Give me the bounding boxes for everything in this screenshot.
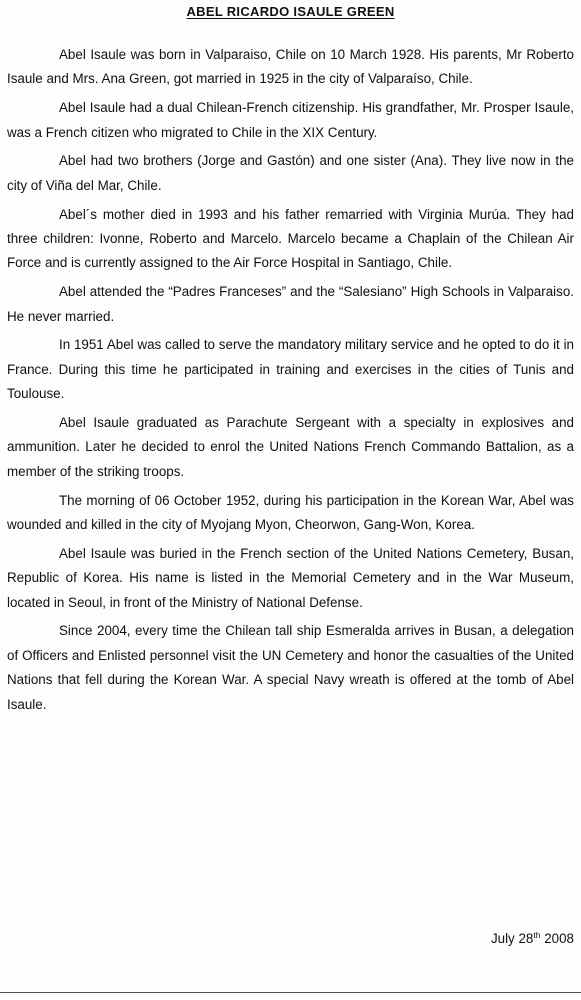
document-title — [0, 4, 581, 19]
date-month-day: July 28 — [490, 931, 534, 946]
paragraph-military-service: In 1951 Abel was called to serve the mandatory military service and he opted to do it in France. During this time he participated in training and exercises in the cities of Tunis and Toulouse. — [7, 337, 574, 402]
bottom-divider — [0, 992, 581, 993]
paragraph-burial: Abel Isaule was buried in the French section of the United Nations Cemetery, Busan, Republic of Korea. His name is listed in the Memorial Cemetery and in the War Museum, located in Seoul, in front of the Ministry of National Defense. — [7, 545, 574, 610]
paragraph-tribute: Since 2004, every time the Chilean tall ship Esmeralda arrives in Busan, a delegation of Officers and Enlisted personnel visit the UN Cemetery and honor the casualties of the United Nations that fell during the Korean War. A special Navy wreath is offered at the tomb of Abel Isaule. — [7, 623, 574, 712]
document-title-text: ABEL RICARDO ISAULE GREEN — [186, 4, 395, 19]
document-date — [491, 930, 574, 946]
document-body — [7, 43, 574, 721]
paragraph-paratrooper: Abel Isaule graduated as Parachute Sergeant with a specialty in explosives and ammunition. Later he decided to enrol the United Nations French Commando Battalion, as a member of the striking troops. — [7, 415, 574, 479]
date-ordinal-suffix: th — [533, 930, 541, 940]
paragraph-education: Abel attended the “Padres Franceses” and the “Salesiano” High Schools in Valparaiso. He never married. — [7, 284, 574, 324]
date-year: 2008 — [544, 931, 574, 946]
paragraph-family: Abel´s mother died in 1993 and his father remarried with Virginia Murúa. They had three children: Ivonne, Roberto and Marcelo. Marcelo became a Chaplain of the Chilean Air Force and is currently assigned to the Air Force Hospital in Santiago, Chile. — [7, 206, 574, 271]
paragraph-siblings: Abel had two brothers (Jorge and Gastón) and one sister (Ana). They live now in the city of Viña del Mar, Chile. — [7, 153, 574, 193]
paragraph-birth: Abel Isaule was born in Valparaiso, Chile on 10 March 1928. His parents, Mr Roberto Isaule and Mrs. Ana Green, got married in 1925 in the city of Valparaíso, Chile. — [7, 47, 574, 87]
paragraph-korean-war: The morning of 06 October 1952, during his participation in the Korean War, Abel was wounded and killed in the city of Myojang Myon, Cheorwon, Gang-Won, Korea. — [7, 492, 574, 533]
paragraph-citizenship: Abel Isaule had a dual Chilean-French citizenship. His grandfather, Mr. Prosper Isaule, was a French citizen who migrated to Chile in the XIX Century. — [7, 100, 574, 140]
